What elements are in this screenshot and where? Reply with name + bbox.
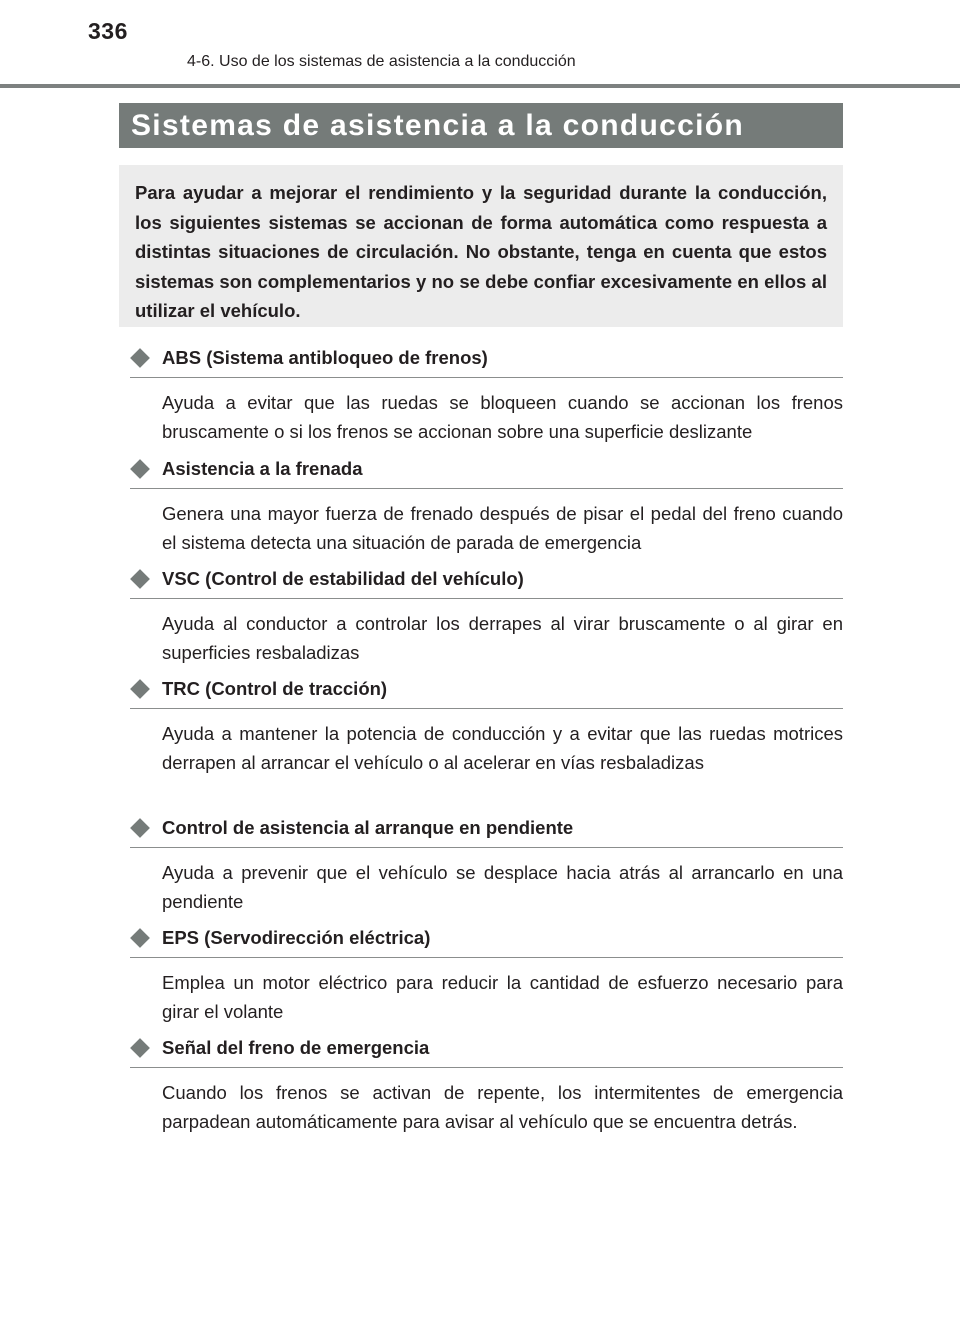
section-title: Señal del freno de emergencia <box>162 1037 430 1058</box>
diamond-icon <box>130 569 150 589</box>
section-body: Genera una mayor fuerza de frenado después de pisar el pedal del freno cuando el sistema detecta una situación de parada de emergencia <box>162 503 843 553</box>
intro-box <box>119 165 843 327</box>
section-body: Ayuda al conductor a controlar los derrapes al virar bruscamente o al girar en superficies resbaladizas <box>162 613 843 663</box>
section-vsc <box>130 568 843 667</box>
section-heading <box>130 568 843 599</box>
section-body: Ayuda a prevenir que el vehículo se desplace hacia atrás al arrancarlo en una pendiente <box>162 862 843 912</box>
section-body: Ayuda a evitar que las ruedas se bloqueen cuando se accionan los frenos bruscamente o si los frenos se accionan sobre una superficie deslizante <box>162 392 843 442</box>
diamond-icon <box>130 818 150 838</box>
section-title: TRC (Control de tracción) <box>162 678 388 699</box>
chapter-title: 4-6. Uso de los sistemas de asistencia a la conducción <box>187 53 576 70</box>
section-title: ABS (Sistema antibloqueo de frenos) <box>162 347 488 368</box>
section-title: EPS (Servodirección eléctrica) <box>162 927 431 948</box>
diamond-icon <box>130 1038 150 1058</box>
section-heading <box>130 678 843 709</box>
header-divider <box>0 84 960 88</box>
diamond-icon <box>130 928 150 948</box>
page-number: 336 <box>88 18 128 44</box>
section-heading <box>130 817 843 848</box>
section-heading <box>130 1037 843 1068</box>
section-title: Asistencia a la frenada <box>162 458 363 479</box>
section-title-banner <box>119 103 843 148</box>
section-body: Cuando los frenos se activan de repente, los intermitentes de emergencia parpadean automáticamente para avisar al vehículo que se encuentra detrás. <box>162 1082 843 1132</box>
section-eps <box>130 927 843 1026</box>
section-heading <box>130 458 843 489</box>
diamond-icon <box>130 679 150 699</box>
section-hill-start-assist <box>130 817 843 916</box>
diamond-icon <box>130 348 150 368</box>
diamond-icon <box>130 459 150 479</box>
intro-text: Para ayudar a mejorar el rendimiento y la seguridad durante la conducción, los siguientes sistemas se accionan de forma automática como respuesta a distintas situaciones de circulación. No obstante, tenga en cuenta que estos sistemas son complementarios y no se debe confiar excesivamente en ellos al utilizar el vehículo. <box>135 182 827 322</box>
section-abs <box>130 347 843 446</box>
section-emergency-brake-signal <box>130 1037 843 1136</box>
page-title: Sistemas de asistencia a la conducción <box>131 109 744 142</box>
section-title: VSC (Control de estabilidad del vehículo) <box>162 568 524 589</box>
section-body: Ayuda a mantener la potencia de conducción y a evitar que las ruedas motrices derrapen al arrancar el vehículo o al acelerar en vías resbaladizas <box>162 723 843 773</box>
section-heading <box>130 927 843 958</box>
page-header <box>0 0 960 90</box>
section-title: Control de asistencia al arranque en pendiente <box>162 817 574 838</box>
section-body: Emplea un motor eléctrico para reducir la cantidad de esfuerzo necesario para girar el volante <box>162 972 843 1022</box>
section-brake-assist <box>130 458 843 557</box>
section-trc <box>130 678 843 777</box>
section-heading <box>130 347 843 378</box>
